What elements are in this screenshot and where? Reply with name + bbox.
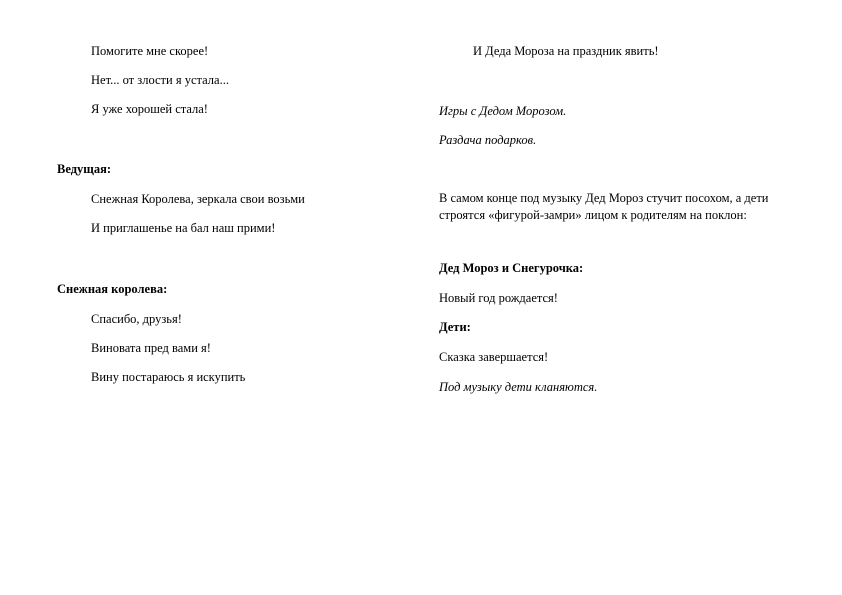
verse-line: Сказка завершается! <box>439 350 549 364</box>
speaker-name: Снежная королева: <box>57 282 168 296</box>
verse-line: Нет... от злости я устала... <box>91 73 229 87</box>
speaker-name: Дед Мороз и Снегурочка: <box>439 261 584 275</box>
verse-line: И приглашенье на бал наш прими! <box>91 221 276 235</box>
stage-direction: Раздача подарков. <box>439 133 537 147</box>
verse-line: Виновата пред вами я! <box>91 341 211 355</box>
stage-direction: Игры с Дедом Морозом. <box>439 104 567 118</box>
verse-line: И Деда Мороза на праздник явить! <box>473 44 659 58</box>
verse-line: Вину постараюсь я искупить <box>91 370 246 384</box>
verse-line: Помогите мне скорее! <box>91 44 209 58</box>
verse-line: Спасибо, друзья! <box>91 312 182 326</box>
verse-line: Снежная Королева, зеркала свои возьми <box>91 192 305 206</box>
speaker-name: Ведущая: <box>57 162 112 176</box>
speaker-name: Дети: <box>439 320 471 334</box>
stage-direction: Под музыку дети кланяются. <box>439 380 598 394</box>
verse-line: Я уже хорошей стала! <box>91 102 208 116</box>
verse-line: Новый год рождается! <box>439 291 558 305</box>
stage-direction-paragraph: В самом конце под музыку Дед Мороз стучит посохом, а дети строятся «фигурой-замри» лицом к родителям на поклон: <box>439 191 769 222</box>
